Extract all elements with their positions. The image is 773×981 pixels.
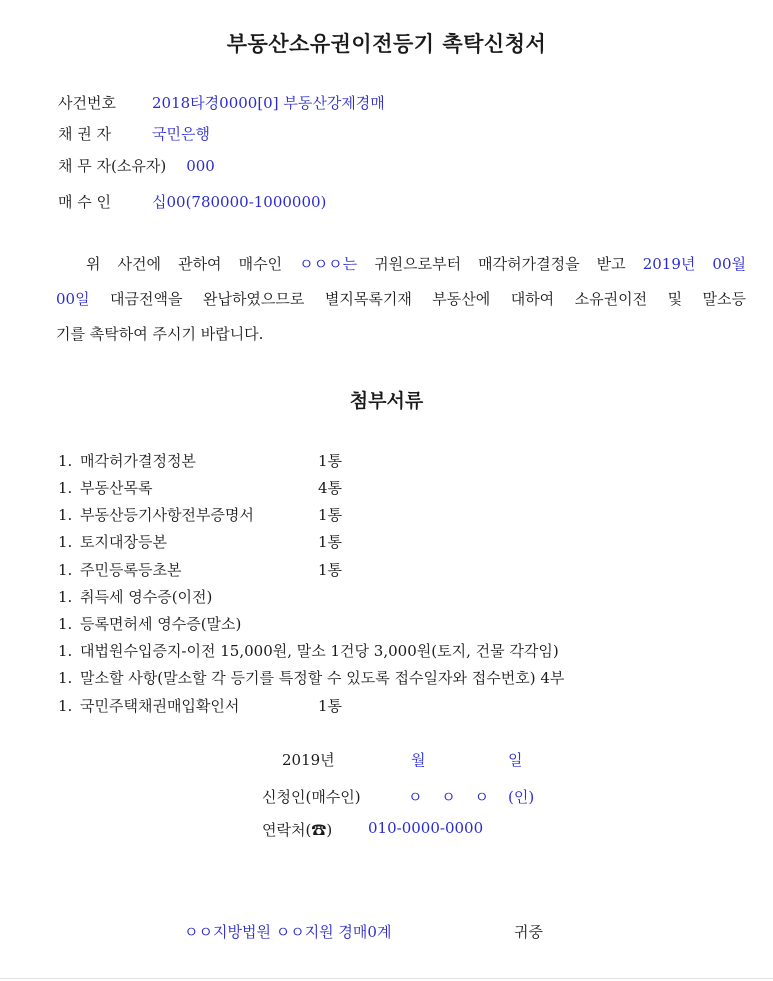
attachment-name: 국민주택채권매입확인서 [80,697,240,715]
attachment-item [58,640,559,661]
debtor-row [58,155,215,176]
decision-day: 00일 [56,290,90,308]
attachment-quantity: 1통 [318,533,343,551]
paragraph-line-2: 00일 대금전액을 완납하였으므로 별지목록기재 부동산에 대하여 소유권이전 및 말소등 [56,290,746,308]
creditor-row [58,123,210,144]
attachment-quantity: 1통 [318,452,343,470]
applicant-label: 신청인(매수인) [262,788,361,806]
court-honorific: 귀중 [514,923,543,941]
attachment-number: 1. [58,588,73,606]
attachment-name: 매각허가결정정본 [80,452,196,470]
buyer-label: 매 수 인 [58,193,112,211]
attachment-item [58,667,564,688]
attachment-name: 토지대장등본 [80,533,167,551]
attachment-name: 대법원수입증지-이전 15,000원, 말소 1건당 3,000원(토지, 건물 각각임) [80,642,559,660]
attachment-quantity: 1통 [318,561,343,579]
request-paragraph [56,247,746,352]
applicant-name: ㅇ ㅇ ㅇ [408,788,490,806]
seal-mark: (인) [508,788,535,806]
case-number-value: 2018타경0000[0] 부동산강제경매 [152,94,385,112]
court-name: ㅇㅇ지방법원 ㅇㅇ지원 경매0계 [184,923,392,941]
creditor-label: 채 권 자 [58,125,112,143]
attachment-quantity: 1통 [318,697,343,715]
paragraph-line-1: 위 사건에 관하여 매수인 ㅇㅇㅇ는 귀원으로부터 매각허가결정을 받고 2019년 00월 [86,255,746,273]
buyer-placeholder: ㅇㅇㅇ는 [299,255,358,273]
attachment-number: 1. [58,479,73,497]
attachment-number: 1. [58,642,73,660]
attachment-item [58,477,342,498]
attachment-item [58,695,342,716]
attachment-name: 주민등록등초본 [80,561,182,579]
debtor-label: 채 무 자(소유자) [58,157,167,175]
attachment-number: 1. [58,669,73,687]
attachment-item [58,559,342,580]
page-divider [0,978,773,979]
attachment-item [58,531,342,552]
attachment-name: 말소할 사항(말소할 각 등기를 특정할 수 있도록 접수일자와 접수번호) 4부 [80,669,565,687]
contact-value: 010-0000-0000 [368,819,484,837]
case-number-row [58,92,385,113]
attachment-name: 취득세 영수증(이전) [80,588,213,606]
signature-date-row [282,749,335,770]
attachment-quantity: 1통 [318,506,343,524]
attachment-name: 부동산목록 [80,479,153,497]
attachment-number: 1. [58,506,73,524]
attachment-number: 1. [58,452,73,470]
contact-label: 연락처(☎) [262,821,333,839]
attachment-number: 1. [58,533,73,551]
attachments-title: 첨부서류 [349,390,424,412]
decision-date: 2019년 00월 [642,255,746,273]
attachment-name: 부동산등기사항전부증명서 [80,506,254,524]
attachment-number: 1. [58,561,73,579]
attachment-item [58,586,212,607]
attachment-item [58,504,342,525]
signature-year: 2019년 [282,751,335,769]
signature-day: 일 [508,751,523,769]
attachment-number: 1. [58,615,73,633]
debtor-value: 000 [186,157,215,175]
paragraph-line-3: 기를 촉탁하여 주시기 바랍니다. [56,325,264,343]
creditor-value: 국민은행 [152,125,210,143]
attachment-name: 등록면허세 영수증(말소) [80,615,242,633]
document-title: 부동산소유권이전등기 촉탁신청서 [226,32,547,56]
buyer-row [58,191,326,212]
attachment-number: 1. [58,697,73,715]
case-number-label: 사건번호 [58,94,116,112]
attachment-item [58,450,342,471]
buyer-value: 십00(780000-1000000) [152,193,327,211]
attachment-quantity: 4통 [318,479,343,497]
attachment-item [58,613,241,634]
signature-month: 월 [411,751,426,769]
